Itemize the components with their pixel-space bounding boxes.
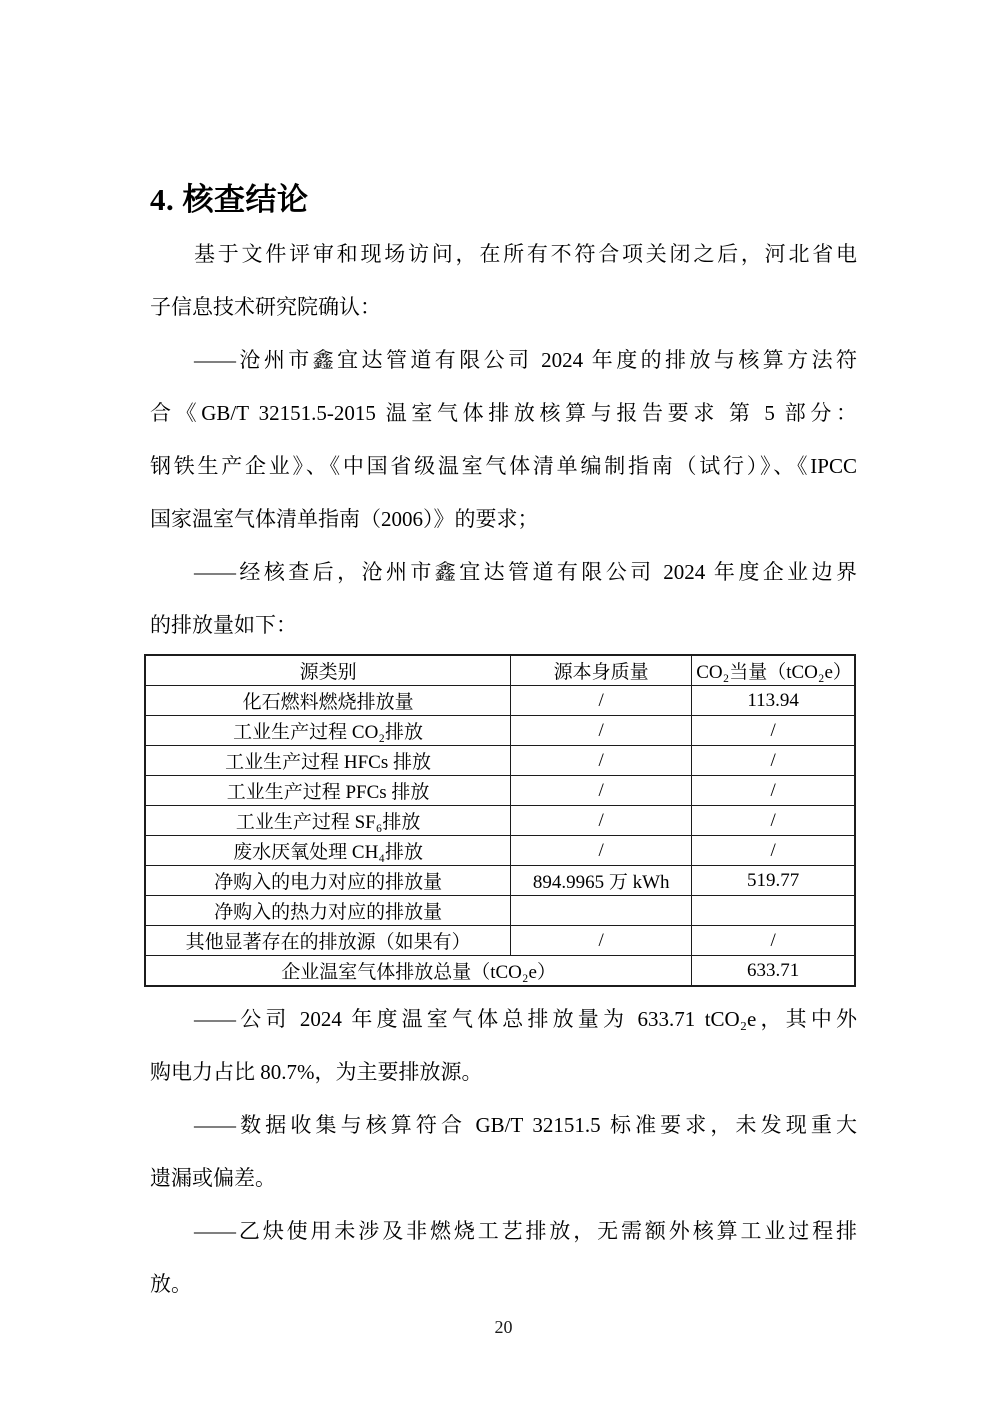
paragraph-2-line-2: 合《GB/T 32151.5-2015 温室气体排放核算与报告要求 第 5 部分： [150, 401, 857, 425]
table-row [145, 806, 855, 836]
table-row [145, 866, 855, 896]
cell-co2e: 519.77 [692, 866, 855, 896]
cell-source: 其他显著存在的排放源（如果有） [145, 926, 511, 956]
table-row [145, 746, 855, 776]
paragraph-6-line-2: 放。 [150, 1272, 192, 1296]
cell-source: 工业生产过程 HFCs 排放 [145, 746, 511, 776]
paragraph-5-line-2: 遗漏或偏差。 [150, 1166, 276, 1190]
total-label: 企业温室气体排放总量（tCO₂e） [145, 956, 692, 987]
cell-co2e: / [692, 746, 855, 776]
paragraph-4-line-1: ——公司 2024 年度温室气体总排放量为 633.71 tCO₂e，其中外 [194, 1007, 857, 1031]
cell-co2e: 113.94 [692, 686, 855, 716]
table-row [145, 836, 855, 866]
cell-mass [511, 896, 692, 926]
table-row [145, 896, 855, 926]
page-number: 20 [494, 1317, 513, 1337]
cell-mass: / [511, 836, 692, 866]
cell-source: 废水厌氧处理 CH₄排放 [145, 836, 511, 866]
header-cell-source-mass: 源本身质量 [511, 655, 692, 686]
cell-co2e: / [692, 716, 855, 746]
table-row [145, 686, 855, 716]
table-total-row [145, 956, 855, 987]
cell-mass: / [511, 716, 692, 746]
cell-mass: / [511, 806, 692, 836]
cell-mass: / [511, 746, 692, 776]
cell-co2e: / [692, 836, 855, 866]
paragraph-5-line-1: ——数据收集与核算符合 GB/T 32151.5 标准要求，未发现重大 [194, 1113, 857, 1137]
cell-source: 净购入的电力对应的排放量 [145, 866, 511, 896]
table-header-row [145, 655, 855, 686]
table-row [145, 926, 855, 956]
cell-mass: 894.9965 万 kWh [511, 866, 692, 896]
paragraph-2-line-3: 钢铁生产企业》、《中国省级温室气体清单编制指南（试行）》、《IPCC [150, 454, 857, 478]
paragraph-3-line-1: ——经核查后，沧州市鑫宜达管道有限公司 2024 年度企业边界 [194, 560, 857, 584]
cell-source: 工业生产过程 SF₆排放 [145, 806, 511, 836]
paragraph-2-line-1: ——沧州市鑫宜达管道有限公司 2024 年度的排放与核算方法符 [194, 348, 857, 372]
paragraph-1-line-1: 基于文件评审和现场访问，在所有不符合项关闭之后，河北省电 [194, 242, 857, 266]
cell-co2e: / [692, 776, 855, 806]
total-value: 633.71 [692, 956, 855, 987]
paragraph-2-line-4: 国家温室气体清单指南（2006）》的要求； [150, 507, 539, 531]
header-cell-source-category: 源类别 [145, 655, 511, 686]
cell-source: 净购入的热力对应的排放量 [145, 896, 511, 926]
paragraph-6-line-1: ——乙炔使用未涉及非燃烧工艺排放，无需额外核算工业过程排 [194, 1219, 857, 1243]
paragraph-3-line-2: 的排放量如下： [150, 613, 297, 637]
cell-mass: / [511, 776, 692, 806]
section-heading: 4. 核查结论 [150, 182, 309, 217]
cell-co2e: / [692, 926, 855, 956]
emissions-table [144, 654, 856, 987]
cell-mass: / [511, 926, 692, 956]
paragraph-1-line-2: 子信息技术研究院确认： [150, 295, 381, 319]
cell-co2e: / [692, 806, 855, 836]
header-cell-co2-equivalent: CO₂当量（tCO₂e） [692, 655, 855, 686]
paragraph-4-line-2: 购电力占比 80.7%，为主要排放源。 [150, 1060, 483, 1084]
cell-mass: / [511, 686, 692, 716]
cell-source: 工业生产过程 CO₂排放 [145, 716, 511, 746]
cell-source: 工业生产过程 PFCs 排放 [145, 776, 511, 806]
table-row [145, 716, 855, 746]
table-row [145, 776, 855, 806]
cell-co2e [692, 896, 855, 926]
cell-source: 化石燃料燃烧排放量 [145, 686, 511, 716]
